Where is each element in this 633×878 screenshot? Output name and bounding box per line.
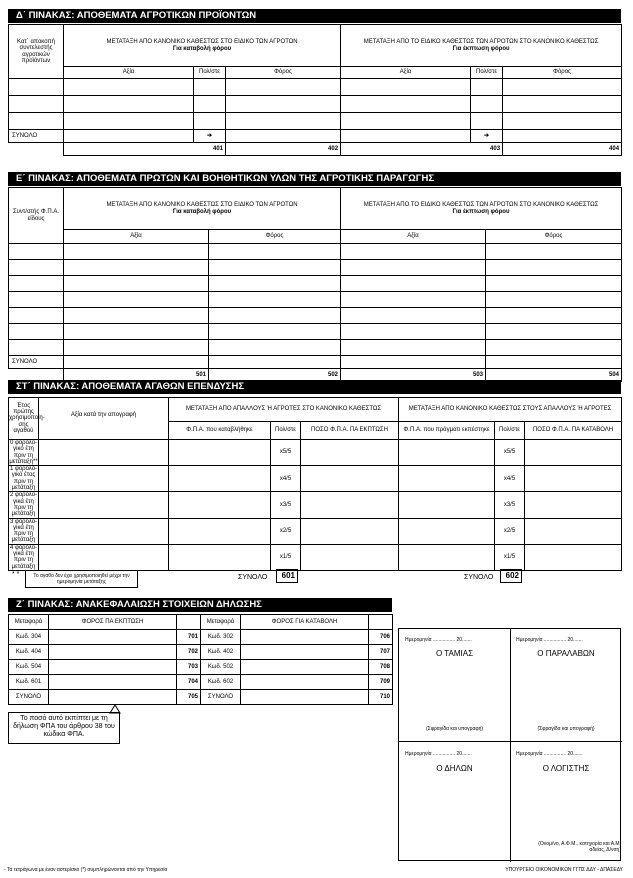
table-row[interactable] — [9, 260, 622, 276]
table-d-total-tax-r[interactable] — [503, 130, 622, 143]
row-label: ΣΥΝΟΛΟ — [201, 690, 241, 705]
table-row[interactable] — [9, 492, 622, 518]
table-st-l-h2: Πολ/στε — [271, 422, 301, 440]
row-label: Κωδ. 404 — [9, 645, 49, 660]
table-row[interactable] — [9, 292, 622, 308]
table-row[interactable] — [9, 96, 622, 113]
logistis-label: Ο ΛΟΓΙΣΤΗΣ — [542, 764, 590, 773]
multiplier: x4/5 — [271, 466, 301, 492]
code-402[interactable]: 402 — [226, 143, 341, 156]
multiplier: x1/5 — [271, 544, 301, 570]
table-st-r-h1: Φ.Π.Α. που πράγματι εκπέστηκε — [399, 422, 495, 440]
date-line[interactable]: Ημερομηνία ................ 20....... — [516, 751, 583, 757]
table-e-total-tax-r[interactable] — [486, 356, 622, 369]
table-d-total-value-l[interactable] — [64, 130, 194, 143]
table-row[interactable] — [9, 630, 393, 645]
table-d-value-head-r: Αξία — [341, 67, 471, 79]
row-label: Κωδ. 602 — [201, 675, 241, 690]
row-label: 1 φορολο-γικό έτος πριν τη μετάταξη — [9, 466, 38, 492]
table-z-title: Ζ΄ ΠΙΝΑΚΑΣ: ΑΝΑΚΕΦΑΛΑΙΩΣΗ ΣΤΟΙΧΕΙΩΝ ΔΗΛΩΣΗΣ — [8, 598, 392, 612]
table-st-total-r-label: ΣΥΝΟΛΟ — [464, 574, 494, 581]
table-d-total-label: ΣΥΝΟΛΟ — [9, 130, 64, 143]
table-row[interactable] — [9, 340, 622, 356]
table-e-tax-head-r: Φόρος — [486, 230, 622, 244]
table-row[interactable] — [9, 518, 622, 544]
table-st-r-h3: ΠΟΣΟ Φ.Π.Α. ΠΑ ΚΑΤΑΒΟΛΗ — [525, 422, 622, 440]
multiplier: x3/5 — [495, 492, 525, 518]
row-label: Κωδ. 601 — [9, 675, 49, 690]
table-row[interactable] — [9, 79, 622, 96]
table-e — [8, 187, 622, 382]
table-st-col1-head: Έτος πρώτης χρησιμοποίη-σης αγαθού — [9, 398, 39, 440]
table-st-l-h1: Φ.Π.Α. που καταβλήθηκε — [169, 422, 271, 440]
table-row[interactable] — [9, 324, 622, 340]
date-line[interactable]: Ημερομηνία ................ 20....... — [405, 751, 472, 757]
table-st-r-h2: Πολ/στε — [495, 422, 525, 440]
code-702[interactable]: 702 — [177, 645, 201, 660]
row-label: 0 φορολο-γικό έτη πριν τη μετάταξη** — [9, 440, 38, 465]
table-e-right-head — [341, 188, 622, 230]
table-e-value-head-l: Αξία — [64, 230, 209, 244]
table-st-total-l-label: ΣΥΝΟΛΟ — [238, 574, 268, 581]
table-d-title: Δ΄ ΠΙΝΑΚΑΣ: ΑΠΟΘΕΜΑΤΑ ΑΓΡΟΤΙΚΩΝ ΠΡΟΪΟΝΤΩΝ — [8, 9, 621, 23]
table-st-l-h3: ΠΟΣΟ Φ.Π.Α. ΠΑ ΕΚΠΤΩΣΗ — [301, 422, 399, 440]
table-e-col1-head: Συντ/στής Φ.Π.Α. είδους — [9, 188, 64, 244]
tamias-label: Ο ΤΑΜΙΑΣ — [435, 649, 474, 658]
table-d-right-head — [341, 25, 622, 67]
table-z-carry-r: Μεταφορά — [201, 615, 241, 630]
table-d-left-title: ΜΕΤΑΤΑΞΗ ΑΠΟ ΚΑΝΟΝΙΚΟ ΚΑΘΕΣΤΩΣ ΣΤΟ ΕΙΔΙΚΟ ΤΩΝ ΑΓΡΟΤΩΝ — [106, 39, 298, 46]
table-e-right-title: ΜΕΤΑΤΑΞΗ ΑΠΟ ΤΟ ΕΙΔΙΚΟ ΚΑΘΕΣΤΩΣ ΤΩΝ ΑΓΡΟΤΩΝ ΣΤΟ ΚΑΝΟΝΙΚΟ ΚΑΘΕΣΤΩΣ — [363, 202, 599, 209]
stamp-label: (Σφραγίδα και υπογραφή) — [425, 726, 484, 732]
code-601[interactable]: 601 — [276, 569, 298, 583]
table-z-right-head: ΦΟΡΟΣ ΓΙΑ ΚΑΤΑΒΟΛΗ — [241, 615, 369, 630]
table-e-total-value-l[interactable] — [64, 356, 209, 369]
multiplier: x2/5 — [495, 518, 525, 544]
code-404[interactable]: 404 — [503, 143, 622, 156]
arrow-icon: ➔ — [471, 130, 503, 143]
code-707[interactable]: 707 — [369, 645, 393, 660]
code-704[interactable]: 704 — [177, 675, 201, 690]
table-e-total-tax-l[interactable] — [209, 356, 341, 369]
table-d — [8, 24, 622, 156]
table-z-carry-l: Μεταφορά — [9, 615, 49, 630]
table-d-left-head — [64, 25, 341, 67]
row-label: ΣΥΝΟΛΟ — [9, 690, 49, 705]
code-401[interactable]: 401 — [64, 143, 226, 156]
paralavon-label: Ο ΠΑΡΑΛΑΒΩΝ — [537, 649, 595, 658]
code-504[interactable]: 504 — [486, 369, 622, 382]
date-line[interactable]: Ημερομηνία ................ 20....... — [516, 637, 583, 643]
row-label: Κωδ. 504 — [9, 660, 49, 675]
table-d-right-sub: Για έκπτωση φόρου — [452, 45, 510, 52]
table-st-note: Το αγαθό δεν έχει χρησιμοποιηθεί μέχρι την ημερομηνία μετάταξης — [25, 570, 138, 588]
table-e-total-label: ΣΥΝΟΛΟ — [9, 356, 64, 369]
table-e-total-row — [9, 356, 622, 369]
code-502[interactable]: 502 — [209, 369, 341, 382]
table-d-right-title: ΜΕΤΑΤΑΞΗ ΑΠΟ ΤΟ ΕΙΔΙΚΟ ΚΑΘΕΣΤΩΣ ΤΩΝ ΑΓΡΟΤΩΝ ΣΤΟ ΚΑΝΟΝΙΚΟ ΚΑΘΕΣΤΩΣ — [363, 39, 599, 46]
signature-box — [398, 628, 621, 861]
table-d-col1-head: Κατ΄ αποκοπή συντελεστής αγροτικών προϊόντων — [9, 25, 64, 79]
table-d-tax-head-l: Φόρος — [226, 67, 341, 79]
table-e-value-head-r: Αξία — [341, 230, 486, 244]
table-e-left-sub: Για καταβολή φόρου — [172, 208, 232, 215]
logistis-note: (Ονομ/νο, Α.Φ.Μ., κατηγορία και Α.Μ. αδείας, Δ/νση) — [538, 841, 621, 853]
code-602[interactable]: 602 — [500, 569, 522, 583]
multiplier: x4/5 — [495, 466, 525, 492]
table-st-col2-head: Αξία κατά την απογραφή — [39, 398, 169, 440]
dilon-label: Ο ΔΗΛΩΝ — [436, 764, 473, 773]
table-d-rate-head-l: Πολ/στε — [194, 67, 226, 79]
table-e-tax-head-l: Φόρος — [209, 230, 341, 244]
table-d-left-sub: Για καταβολή φόρου — [172, 45, 232, 52]
code-403[interactable]: 403 — [341, 143, 503, 156]
footer-ministry: ΥΠΟΥΡΓΕΙΟ ΟΙΚΟΝΟΜΙΚΩΝ ΓΓΠΣ ΔΔΥ - ΔΠΑΣΕΔΥ — [505, 867, 623, 873]
row-label: Κωδ. 402 — [201, 645, 241, 660]
table-e-total-value-r[interactable] — [341, 356, 486, 369]
table-row[interactable] — [9, 544, 622, 570]
row-label: Κωδ. 302 — [201, 630, 241, 645]
table-row[interactable] — [9, 645, 393, 660]
table-e-left-title: ΜΕΤΑΤΑΞΗ ΑΠΟ ΚΑΝΟΝΙΚΟ ΚΑΘΕΣΤΩΣ ΣΤΟ ΕΙΔΙΚΟ ΤΩΝ ΑΓΡΟΤΩΝ — [106, 202, 298, 209]
table-row[interactable] — [9, 466, 622, 492]
row-label: 3 φορολο-γικά έτη πριν τη μετάταξη — [9, 518, 38, 544]
table-z-note: Το ποσό αυτό εκπίπτει με τη δήλωση ΦΠΑ του άρθρου 38 του κώδικα ΦΠΑ. — [8, 712, 120, 744]
code-709[interactable]: 709 — [369, 675, 393, 690]
multiplier: x5/5 — [495, 440, 525, 466]
multiplier: x1/5 — [495, 544, 525, 570]
code-703[interactable]: 703 — [177, 660, 201, 675]
table-row[interactable] — [9, 440, 622, 466]
table-st-title: ΣΤ΄ ΠΙΝΑΚΑΣ: ΑΠΟΘΕΜΑΤΑ ΑΓΑΘΩΝ ΕΠΕΝΔΥΣΗΣ — [8, 380, 621, 394]
table-d-rate-head-r: Πολ/στε — [471, 67, 503, 79]
table-d-total-value-r[interactable] — [341, 130, 471, 143]
code-708[interactable]: 708 — [369, 660, 393, 675]
row-label: Κωδ. 304 — [9, 630, 49, 645]
table-d-tax-head-r: Φόρος — [503, 67, 622, 79]
table-st — [8, 397, 622, 571]
multiplier: x3/5 — [271, 492, 301, 518]
table-st-left-head: ΜΕΤΑΤΑΞΗ ΑΠΟ ΑΠΑΛΛΟΥΣ Ή ΑΓΡΟΤΕΣ ΣΤΟ ΚΑΝΟΝΙΚΟ ΚΑΘΕΣΤΩΣ — [169, 398, 399, 422]
row-label: Κωδ. 502 — [201, 660, 241, 675]
code-501[interactable]: 501 — [64, 369, 209, 382]
table-z — [8, 614, 393, 705]
arrow-icon: ➔ — [194, 130, 226, 143]
row-label: 2 φορολο-γικά έτη πριν τη μετάταξη — [9, 492, 38, 518]
stamp-label: (Σφραγίδα και υπογραφή) — [537, 726, 595, 732]
table-z-left-head: ΦΟΡΟΣ ΠΑ ΕΚΠΤΩΣΗ — [49, 615, 177, 630]
table-e-title: Ε΄ ΠΙΝΑΚΑΣ: ΑΠΟΘΕΜΑΤΑ ΠΡΩΤΩΝ ΚΑΙ ΒΟΗΘΗΤΙΚΩΝ ΥΛΩΝ ΤΗΣ ΑΓΡΟΤΙΚΗΣ ΠΑΡΑΓΩΓΗΣ — [8, 172, 621, 186]
table-st-right-head: ΜΕΤΑΤΑΞΗ ΑΠΟ ΚΑΝΟΝΙΚΟ ΚΑΘΕΣΤΩΣ ΣΤΟΥΣ ΑΠΑΛΛΟΥΣ Ή ΑΓΡΟΤΕΣ — [399, 398, 622, 422]
table-row[interactable] — [9, 308, 622, 324]
table-row[interactable] — [9, 690, 393, 705]
footer-note: - Τα τετράγωνα με έναν αστερίσκο (*) συμπληρώνονται από την Υπηρεσία — [4, 867, 168, 873]
code-701[interactable]: 701 — [177, 630, 201, 645]
multiplier: x5/5 — [271, 440, 301, 466]
table-row[interactable] — [9, 660, 393, 675]
table-row[interactable] — [9, 244, 622, 260]
table-row[interactable] — [9, 675, 393, 690]
date-line[interactable]: Ημερομηνία ................ 20....... — [405, 637, 472, 643]
table-e-left-head — [64, 188, 341, 230]
code-503[interactable]: 503 — [341, 369, 486, 382]
code-710[interactable]: 710 — [369, 690, 393, 705]
code-706[interactable]: 706 — [369, 630, 393, 645]
table-d-value-head-l: Αξία — [64, 67, 194, 79]
table-row[interactable] — [9, 113, 622, 130]
table-row[interactable] — [9, 276, 622, 292]
table-d-total-tax-l[interactable] — [226, 130, 341, 143]
table-d-total-row — [9, 130, 622, 143]
table-st-note-mark: * * — [12, 571, 20, 578]
multiplier: x2/5 — [271, 518, 301, 544]
code-705[interactable]: 705 — [177, 690, 201, 705]
row-label: 4 φορολο-γικά έτη πριν τη μετάταξη — [9, 544, 38, 570]
table-e-right-sub: Για έκπτωση φόρου — [452, 208, 510, 215]
